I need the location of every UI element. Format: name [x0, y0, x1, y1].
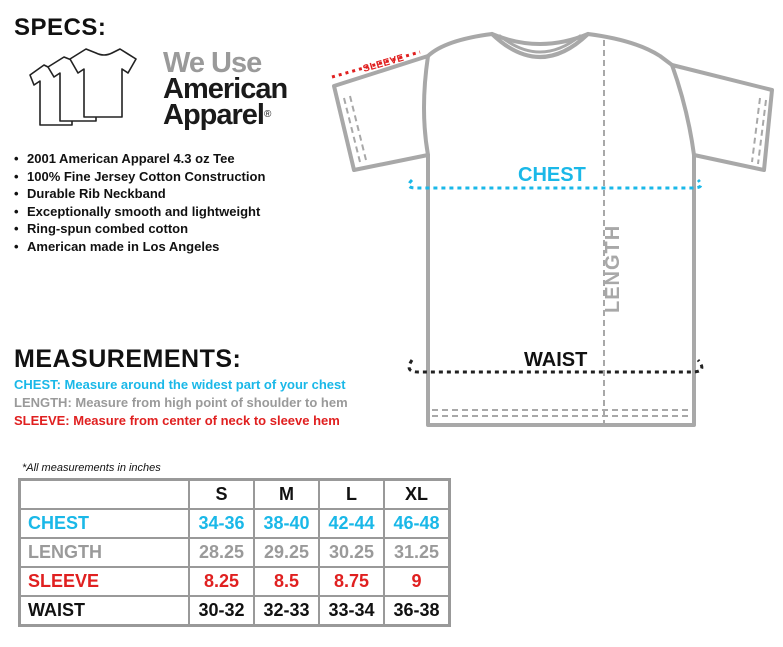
row-label: SLEEVE — [20, 567, 190, 596]
table-cell: 42-44 — [319, 509, 384, 538]
length-instruction: LENGTH: Measure from high point of shoulder to hem — [14, 395, 348, 410]
spec-item: • American made in Los Angeles — [14, 238, 265, 256]
size-header-row — [20, 480, 450, 510]
row-label: LENGTH — [20, 538, 190, 567]
spec-item: • Durable Rib Neckband — [14, 185, 265, 203]
row-label: WAIST — [20, 596, 190, 626]
registered-mark: ® — [263, 109, 272, 120]
tshirt-diagram — [320, 20, 783, 440]
table-row-sleeve — [20, 567, 450, 596]
folded-tshirts-icon — [22, 45, 142, 135]
corner-cell — [20, 480, 190, 510]
table-cell: 30-32 — [189, 596, 254, 626]
spec-list — [14, 150, 265, 255]
table-row-waist — [20, 596, 450, 626]
table-cell: 36-38 — [384, 596, 450, 626]
brand-line-3: Apparel — [163, 99, 264, 131]
table-cell: 8.75 — [319, 567, 384, 596]
waist-label: WAIST — [524, 349, 588, 371]
table-cell: 28.25 — [189, 538, 254, 567]
spec-item: • Exceptionally smooth and lightweight — [14, 203, 265, 221]
spec-item: • 2001 American Apparel 4.3 oz Tee — [14, 150, 265, 168]
table-cell: 38-40 — [254, 509, 319, 538]
table-note: *All measurements in inches — [22, 462, 161, 474]
table-cell: 34-36 — [189, 509, 254, 538]
row-label: CHEST — [20, 509, 190, 538]
brand-line-1: We Use — [163, 47, 262, 79]
sleeve-instruction: SLEEVE: Measure from center of neck to sleeve hem — [14, 413, 340, 428]
size-header: M — [254, 480, 319, 510]
brand-logo — [163, 47, 288, 131]
table-row-chest — [20, 509, 450, 538]
spec-item: • Ring-spun combed cotton — [14, 220, 265, 238]
table-cell: 46-48 — [384, 509, 450, 538]
table-cell: 32-33 — [254, 596, 319, 626]
size-header: XL — [384, 480, 450, 510]
spec-item: • 100% Fine Jersey Cotton Construction — [14, 168, 265, 186]
size-header: S — [189, 480, 254, 510]
size-header: L — [319, 480, 384, 510]
chest-label: CHEST — [518, 164, 586, 186]
table-row-length — [20, 538, 450, 567]
table-cell: 30.25 — [319, 538, 384, 567]
table-cell: 8.25 — [189, 567, 254, 596]
chest-instruction: CHEST: Measure around the widest part of your chest — [14, 377, 346, 392]
sleeve-label: SLEEVE — [361, 52, 406, 75]
specs-title: SPECS: — [14, 14, 107, 41]
table-cell: 33-34 — [319, 596, 384, 626]
brand-line-2: American — [163, 73, 288, 105]
size-table — [18, 478, 451, 627]
length-label: LENGTH — [602, 224, 624, 313]
table-cell: 8.5 — [254, 567, 319, 596]
measurements-title: MEASUREMENTS: — [14, 345, 242, 373]
table-cell: 29.25 — [254, 538, 319, 567]
table-cell: 31.25 — [384, 538, 450, 567]
table-cell: 9 — [384, 567, 450, 596]
